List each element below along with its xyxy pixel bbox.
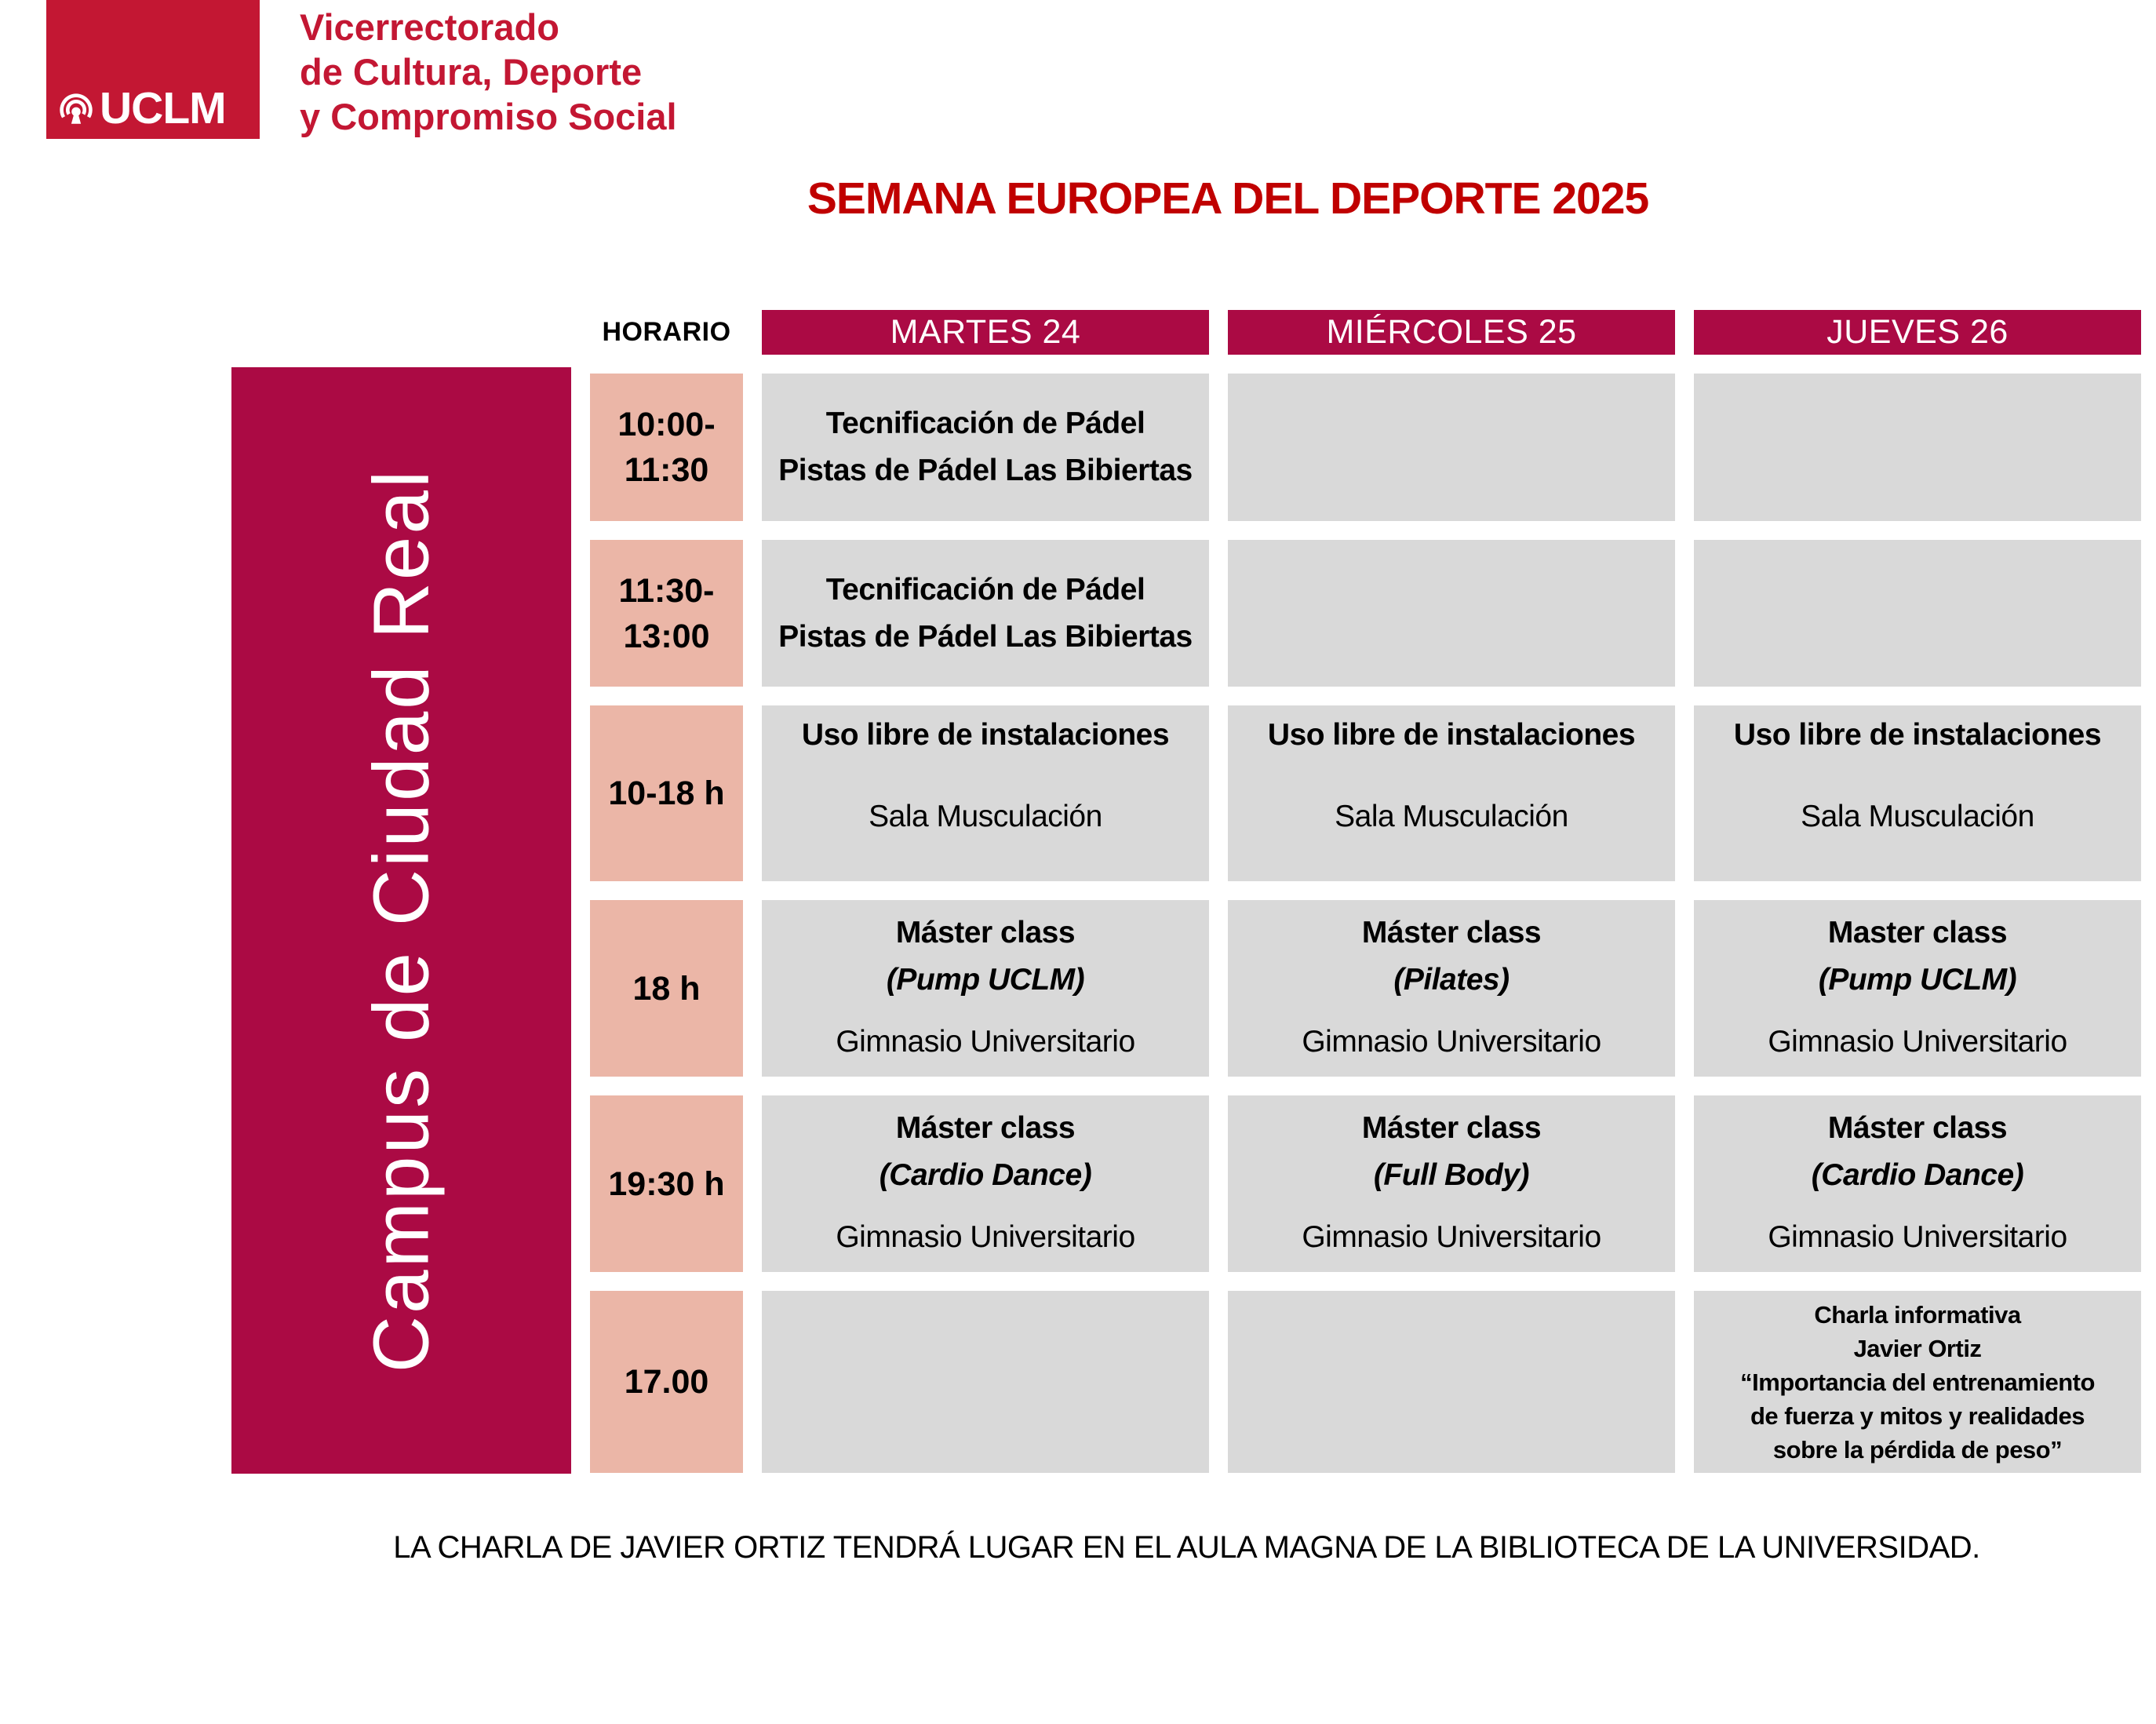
schedule-cell-empty <box>1228 1291 1675 1473</box>
activity-subtitle: (Pump UCLM) <box>886 963 1085 997</box>
talk-line: “Importancia del entrenamiento <box>1740 1368 2095 1396</box>
talk-line: Javier Ortiz <box>1853 1334 1982 1362</box>
activity-location: Gimnasio Universitario <box>836 1025 1135 1059</box>
activity-title: Máster class <box>1361 916 1542 949</box>
schedule-cell <box>762 540 1209 687</box>
column-header-jueves: JUEVES 26 <box>1694 310 2141 355</box>
schedule-cell <box>1228 1095 1675 1272</box>
activity-location: Gimnasio Universitario <box>1302 1220 1601 1254</box>
activity-location: Sala Musculación <box>1801 800 2034 833</box>
talk-line: de fuerza y mitos y realidades <box>1750 1401 2085 1430</box>
activity-location: Gimnasio Universitario <box>1302 1025 1601 1059</box>
activity-subtitle: (Full Body) <box>1373 1158 1530 1192</box>
schedule-cell <box>1228 900 1675 1077</box>
activity-title: Máster class <box>895 916 1076 949</box>
activity-subtitle: (Pilates) <box>1393 963 1510 997</box>
time-slot: 19:30 h <box>590 1095 743 1272</box>
activity-title: Máster class <box>1827 1111 2008 1145</box>
department-line: Vicerrectorado <box>300 6 559 48</box>
activity-title: Uso libre de instalaciones <box>1267 718 1636 752</box>
activity-location: Pistas de Pádel Las Bibiertas <box>778 454 1193 487</box>
uclm-logo-text: UCLM <box>100 83 226 133</box>
schedule-cell <box>1694 1095 2141 1272</box>
activity-subtitle: (Cardio Dance) <box>1811 1158 2024 1192</box>
talk-line: sobre la pérdida de peso” <box>1772 1435 2063 1463</box>
column-header-miercoles: MIÉRCOLES 25 <box>1228 310 1675 355</box>
talk-line: Charla informativa <box>1814 1300 2021 1329</box>
department-line: de Cultura, Deporte <box>300 51 643 93</box>
activity-location: Pistas de Pádel Las Bibiertas <box>778 619 1193 654</box>
activity-subtitle: (Pump UCLM) <box>1818 963 2017 997</box>
activity-title: Uso libre de instalaciones <box>801 718 1170 752</box>
schedule-cell <box>762 705 1209 881</box>
column-header-horario: HORARIO <box>602 317 731 347</box>
schedule-cell-empty <box>1694 374 2141 521</box>
activity-location: Gimnasio Universitario <box>836 1220 1135 1254</box>
time-slot: 18 h <box>590 900 743 1077</box>
column-header-martes: MARTES 24 <box>762 310 1209 355</box>
schedule-cell <box>1694 900 2141 1077</box>
time-slot: 17.00 <box>590 1291 743 1473</box>
activity-subtitle: (Cardio Dance) <box>879 1158 1092 1192</box>
activity-location: Sala Musculación <box>869 800 1102 833</box>
schedule-cell-empty <box>1228 374 1675 521</box>
activity-location: Sala Musculación <box>1335 800 1568 833</box>
activity-title: Máster class <box>895 1111 1076 1145</box>
activity-title: Master class <box>1827 916 2008 949</box>
schedule-cell <box>762 1095 1209 1272</box>
campus-band-label: Campus de Ciudad Real <box>357 468 445 1373</box>
schedule-cell <box>1694 1291 2141 1473</box>
department-line: y Compromiso Social <box>300 96 677 137</box>
time-slot: 10:00- 11:30 <box>590 374 743 521</box>
uclm-logo <box>46 0 260 139</box>
schedule-cell-empty <box>1694 540 2141 687</box>
department-name <box>300 5 677 139</box>
activity-location: Gimnasio Universitario <box>1768 1025 2067 1059</box>
schedule-cell <box>1694 705 2141 881</box>
schedule-cell <box>762 374 1209 521</box>
campus-band <box>231 367 571 1474</box>
activity-title: Máster class <box>1361 1111 1542 1145</box>
uclm-logo-icon <box>58 89 94 126</box>
schedule-cell <box>762 900 1209 1077</box>
time-slot: 10-18 h <box>590 705 743 881</box>
footer-note: LA CHARLA DE JAVIER ORTIZ TENDRÁ LUGAR EN EL AULA MAGNA DE LA BIBLIOTECA DE LA UNIVERSIDAD. <box>393 1530 1980 1565</box>
activity-title: Uso libre de instalaciones <box>1733 718 2102 752</box>
schedule-cell-empty <box>762 1291 1209 1473</box>
time-slot: 11:30- 13:00 <box>590 540 743 687</box>
activity-location: Gimnasio Universitario <box>1768 1220 2067 1254</box>
schedule-table <box>590 310 2141 1473</box>
activity-title: Tecnificación de Pádel <box>825 406 1145 440</box>
page-title: SEMANA EUROPEA DEL DEPORTE 2025 <box>807 173 1649 224</box>
schedule-cell-empty <box>1228 540 1675 687</box>
activity-title: Tecnificación de Pádel <box>825 572 1145 607</box>
schedule-cell <box>1228 705 1675 881</box>
